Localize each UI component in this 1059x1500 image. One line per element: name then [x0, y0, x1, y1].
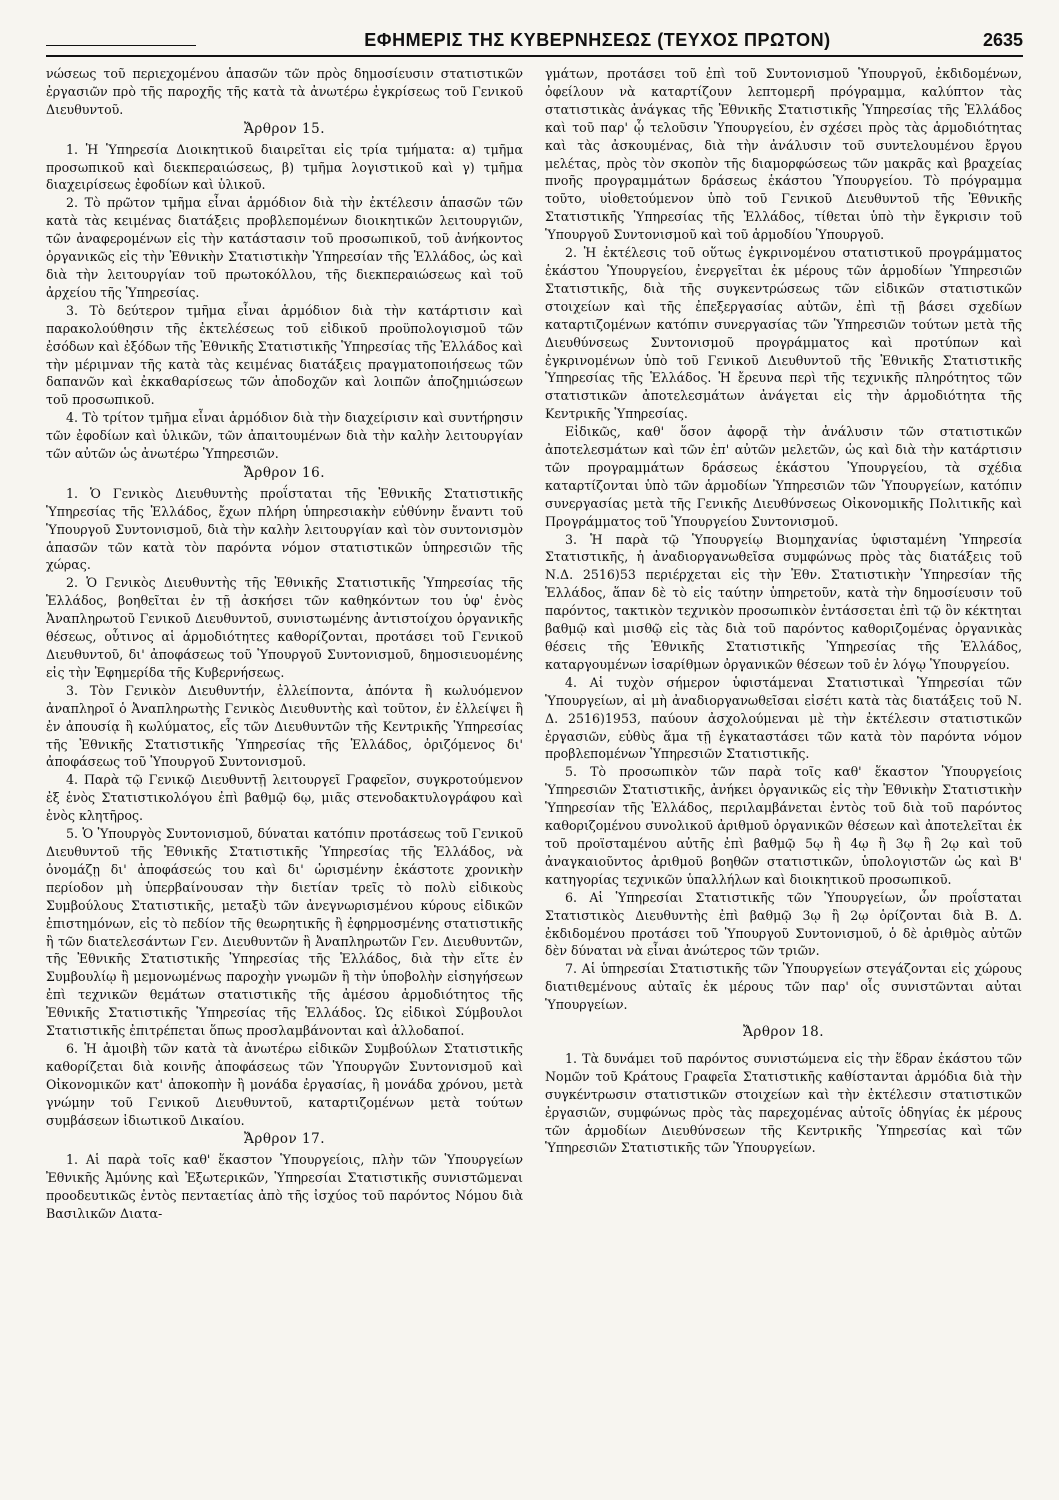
article-heading: Ἄρθρον 15. [243, 120, 325, 137]
right-column [545, 65, 1022, 1223]
paragraph: 3. Τὸν Γενικὸν Διευθυντήν, ἐλλείποντα, ἀπόντα ἢ κωλυόμενον ἀναπληροῖ ὁ Ἀναπληρωτὴς Γενικὸς Διευθυντὴς καὶ τοῦτον, ἐν ἐλλείψει ἢ ἐν ἀπουσίᾳ ἢ κωλύματος, εἷς τῶν Διευθυντῶν τῆς Κεντρικῆς Ὑπηρεσίας τῆς Ἐθνικῆς Στατιστικῆς Ὑπηρεσίας τῆς Ἑλλάδος, ὁριζόμενος δι' ἀποφάσεως τοῦ Ὑπουργοῦ Συντονισμοῦ. [46, 682, 523, 770]
page-number: 2635 [982, 30, 1023, 50]
paragraph: 3. Ἡ παρὰ τῷ Ὑπουργείῳ Βιομηχανίας ὑφισταμένη Ὑπηρεσία Στατιστικῆς, ἡ ἀναδιοργανωθεῖσα συμφώνως πρὸς τὰς διατάξεις τοῦ Ν.Δ. 2516)53 περιέρχεται εἰς τὴν Ἐθν. Στατιστικὴν Ὑπηρεσίαν τῆς Ἑλλάδος, ἅπαν δὲ τὸ εἰς ταύτην ὑπηρετοῦν, κατὰ τὴν δημοσίευσιν τοῦ παρόντος, τακτικὸν τεχνικὸν προσωπικὸν ἐντάσσεται ἐπὶ τῷ ὃν κέκτηται βαθμῷ καὶ μισθῷ εἰς τὰς διὰ τοῦ παρόντος καθοριζομένας ὀργανικὰς θέσεις τῆς Ἐθνικῆς Στατιστικῆς Ὑπηρεσίας τῆς Ἑλλάδος, καταργουμένων ἰσαρίθμων ὀργανικῶν θέσεων τοῦ ἐν λόγῳ Ὑπουργείου. [545, 531, 1022, 672]
article-heading: Ἄρθρον 17. [243, 1131, 325, 1148]
paragraph: 2. Τὸ πρῶτον τμῆμα εἶναι ἁρμόδιον διὰ τὴν ἐκτέλεσιν ἁπασῶν τῶν κατὰ τὰς κειμένας διατάξεις προβλεπομένων διοικητικῶν λειτουργιῶν, τῶν ἀναφερομένων εἰς τὴν κατάστασιν τοῦ προσωπικοῦ, τοῦ ἀνήκοντος ὀργανικῶς εἰς τὴν Ἐθνικὴν Στατιστικὴν Ὑπηρεσίαν τῆς Ἑλλάδος, ὡς καὶ διὰ τὴν λειτουργίαν τοῦ πρωτοκόλλου, τῆς διεκπεραιώσεως καὶ τοῦ ἀρχείου τῆς Ὑπηρεσίας. [46, 195, 523, 300]
paragraph: 4. Αἱ τυχὸν σήμερον ὑφιστάμεναι Στατιστικαὶ Ὑπηρεσίαι τῶν Ὑπουργείων, αἱ μὴ ἀναδιοργανωθεῖσαι εἰσέτι κατὰ τὰς διατάξεις τοῦ Ν. Δ. 2516)1953, παύουν ἀσχολούμεναι μὲ τὴν ἐκτέλεσιν στατιστικῶν ἐργασιῶν, εὐθὺς ἅμα τῇ ἐγκαταστάσει τῶν κατὰ τὸν παρόντα νόμον προβλεπομένων Ὑπηρεσιῶν Στατιστικῆς. [545, 674, 1022, 762]
paragraph: 1. Αἱ παρὰ τοῖς καθ' ἕκαστον Ὑπουργείοις, πλὴν τῶν Ὑπουργείων Ἐθνικῆς Ἀμύνης καὶ Ἐξωτερικῶν, Ὑπηρεσίαι Στατιστικῆς συνιστῶμεναι προοδευτικῶς ἐντὸς πενταετίας ἀπὸ τῆς ἰσχύος τοῦ παρόντος Νόμου διὰ Βασιλικῶν Διατα- [46, 1152, 523, 1222]
paragraph: 5. Ὁ Ὑπουργὸς Συντονισμοῦ, δύναται κατόπιν προτάσεως τοῦ Γενικοῦ Διευθυντοῦ τῆς Ἐθνικῆς Στατιστικῆς Ὑπηρεσίας τῆς Ἑλλάδος, νὰ ὀνομάζῃ δι' ἀποφάσεώς του καὶ δι' ὡρισμένην ἑκάστοτε χρονικὴν περίοδον μὴ ὑπερβαίνουσαν τὴν διετίαν τρεῖς τὸ πολὺ εἰδικοὺς Συμβούλους Στατιστικῆς, μεταξὺ τῶν ἀνεγνωρισμένου κύρους εἰδικῶν ἐπιστημόνων, εἰς τὸ πεδίον τῆς θεωρητικῆς ἢ ἐφηρμοσμένης στατιστικῆς ἢ τῶν διατελεσάντων Γεν. Διευθυντῶν ἢ Ἀναπληρωτῶν Γεν. Διευθυντῶν, τῆς Ἐθνικῆς Στατιστικῆς Ὑπηρεσίας τῆς Ἑλλάδος, διὰ τὴν εἴτε ἐν Συμβουλίῳ ἢ μεμονωμένως παροχὴν γνωμῶν ἢ τὴν ὑποβολὴν εἰσηγήσεων ἐπὶ τεχνικῶν θεμάτων στατιστικῆς τῆς ἀμέσου ἁρμοδιότητος τῆς Ἐθνικῆς Στατιστικῆς Ὑπηρεσίας τῆς Ἑλλάδος. Ὡς εἰδικοὶ Σύμβουλοι Στατιστικῆς ἐπιτρέπεται ὅπως προσλαμβάνονται καὶ ἀλλοδαποί. [46, 826, 523, 1039]
paragraph: 1. Ἡ Ὑπηρεσία Διοικητικοῦ διαιρεῖται εἰς τρία τμήματα: α) τμῆμα προσωπικοῦ καὶ διεκπεραιώσεως, β) τμῆμα λογιστικοῦ καὶ γ) τμῆμα διαχειρίσεως ἐφοδίων καὶ ὑλικοῦ. [46, 141, 523, 193]
paragraph: 1. Τὰ δυνάμει τοῦ παρόντος συνιστώμενα εἰς τὴν ἕδραν ἑκάστου τῶν Νομῶν τοῦ Κράτους Γραφεῖα Στατιστικῆς καθίστανται ἁρμόδια διὰ τὴν συγκέντρωσιν στατιστικῶν στοιχείων καὶ τὴν ἐκτέλεσιν στατιστικῶν ἐργασιῶν, συμφώνως πρὸς τὰς παρεχομένας αὐτοῖς ὁδηγίας ἐκ μέρους τῶν ἁρμοδίων Διευθύνσεων τῆς Κεντρικῆς Ὑπηρεσίας καὶ τῶν Ὑπηρεσιῶν Στατιστικῆς τῶν Ὑπουργείων. [545, 1050, 1022, 1156]
paragraph: 1. Ὁ Γενικὸς Διευθυντὴς προΐσταται τῆς Ἐθνικῆς Στατιστικῆς Ὑπηρεσίας τῆς Ἑλλάδος, ἔχων πλήρη ὑπηρεσιακὴν εὐθύνην ἔναντι τοῦ Ὑπουργοῦ Συντονισμοῦ, διὰ τὴν καλὴν λειτουργίαν καὶ τὸν συντονισμὸν ἁπασῶν τῶν κατὰ τὸν παρόντα νόμον στατιστικῶν ὑπηρεσιῶν τῆς χώρας. [46, 485, 523, 573]
paragraph: 7. Αἱ ὑπηρεσίαι Στατιστικῆς τῶν Ὑπουργείων στεγάζονται εἰς χώρους διατιθεμένους αὐταῖς ἐκ μέρους τῶν παρ' οἷς συνιστῶνται αὐται Ὑπουργείων. [545, 961, 1022, 1013]
paragraph: 6. Αἱ Ὑπηρεσίαι Στατιστικῆς τῶν Ὑπουργείων, ὧν προΐσταται Στατιστικὸς Διευθυντὴς ἐπὶ βαθμῷ 3ῳ ἢ 2ῳ ὁρίζονται διὰ Β. Δ. ἐκδιδομένου προτάσει τοῦ Ὑπουργοῦ Συντονισμοῦ, ὁ δὲ ἀριθμὸς αὐτῶν δὲν δύναται νὰ εἶναι ἀνώτερος τῶν τριῶν. [545, 889, 1022, 959]
paragraph: 2. Ἡ ἐκτέλεσις τοῦ οὕτως ἐγκρινομένου στατιστικοῦ προγράμματος ἑκάστου Ὑπουργείου, ἐνεργεῖται ἐκ μέρους τῶν ἁρμοδίων Ὑπηρεσιῶν Στατιστικῆς, διὰ τῆς συγκεντρώσεως τῶν εἰδικῶν στατιστικῶν στοιχείων καὶ τῆς ἐπεξεργασίας αὐτῶν, ἐπὶ τῇ βάσει σχεδίων καταρτιζομένων κατόπιν συνεργασίας τῶν Ὑπηρεσιῶν τούτων μετὰ τῆς Διευθύνσεως Συντονισμοῦ προγράμματος καὶ προτύπων καὶ ἐγκρινομένων ὑπὸ τοῦ Γενικοῦ Διευθυντοῦ τῆς Ἐθνικῆς Στατιστικῆς Ὑπηρεσίας τῆς Ἑλλάδος. Ἡ ἔρευνα περὶ τῆς τεχνικῆς πληρότητος τῶν στατιστικῶν ἀποτελεσμάτων ἀνάγεται εἰς τὴν ἁρμοδιότητα τῆς Κεντρικῆς Ὑπηρεσίας. [545, 245, 1022, 422]
paragraph: γμάτων, προτάσει τοῦ ἐπὶ τοῦ Συντονισμοῦ Ὑπουργοῦ, ἐκδιδομένων, ὀφείλουν νὰ καταρτίζουν λεπτομερῆ πρόγραμμα, καλύπτον τὰς στατιστικὰς ἀνάγκας τῆς Ἐθνικῆς Στατιστικῆς Ὑπηρεσίας τῆς Ἑλλάδος καὶ τοῦ παρ' ᾧ τελοῦσιν Ὑπουργείου, ἐν σχέσει πρὸς τὰς ἁρμοδιότητας καὶ τὰς ἀσκουμένας, διὰ τὴν ἀνάλυσιν τοῦ συντελουμένου ἔργου μελέτας, πρὸς τὸν σκοπὸν τῆς διαμορφώσεως τῶν μακρᾶς καὶ βραχείας πνοῆς προγραμμάτων δράσεως ἑκάστου Ὑπουργείου. Τὸ πρόγραμμα τοῦτο, υἱοθετούμενον ὑπὸ τοῦ Γενικοῦ Διευθυντοῦ τῆς Ἐθνικῆς Στατιστικῆς Ὑπηρεσίας τῆς Ἑλλάδος, τίθεται ὑπὸ τὴν ἔγκρισιν τοῦ Ὑπουργοῦ Συντονισμοῦ καὶ τοῦ ἁρμοδίου Ὑπουργοῦ. [545, 66, 1022, 243]
header-rule [46, 45, 196, 46]
paragraph: 2. Ὁ Γενικὸς Διευθυντὴς τῆς Ἐθνικῆς Στατιστικῆς Ὑπηρεσίας τῆς Ἑλλάδος, βοηθεῖται ἐν τῇ ἀσκήσει τῶν καθηκόντων του ὑφ' ἑνὸς Ἀναπληρωτοῦ Γενικοῦ Διευθυντοῦ, συνιστωμένης ἀντιστοίχου ὀργανικῆς θέσεως, οὗτινος αἱ ἁρμοδιότητες καθορίζονται, προτάσει τοῦ Γενικοῦ Διευθυντοῦ, δι' ἀποφάσεως τοῦ Ὑπουργοῦ Συντονισμοῦ, δημοσιευομένης εἰς τὴν Ἐφημερίδα τῆς Κυβερνήσεως. [46, 575, 523, 680]
paragraph: 6. Ἡ ἀμοιβὴ τῶν κατὰ τὰ ἀνωτέρω εἰδικῶν Συμβούλων Στατιστικῆς καθορίζεται διὰ κοινῆς ἀποφάσεως τῶν Ὑπουργῶν Συντονισμοῦ καὶ Οἰκονομικῶν κατ' ἀποκοπὴν ἢ μονάδα ἐργασίας, ἢ μονάδα χρόνου, μετὰ γνώμην τοῦ Γενικοῦ Διευθυντοῦ, καταρτιζομένων μετὰ τούτων συμβάσεων ἰδιωτικοῦ Δικαίου. [46, 1040, 523, 1128]
article-heading: Ἄρθρον 18. [742, 1024, 824, 1041]
paragraph: 5. Τὸ προσωπικὸν τῶν παρὰ τοῖς καθ' ἕκαστον Ὑπουργείοις Ὑπηρεσιῶν Στατιστικῆς, ἀνήκει ὀργανικῶς εἰς τὴν Ἐθνικὴν Στατιστικὴν Ὑπηρεσίαν τῆς Ἑλλάδος, περιλαμβάνεται ἐντὸς τοῦ διὰ τοῦ παρόντος καθοριζομένου συνολικοῦ ἀριθμοῦ ὀργανικῶν θέσεων καὶ ἀποτελεῖται ἐκ τοῦ προϊσταμένου αὐτῆς ἐπὶ βαθμῷ 5ῳ ἢ 4ῳ ἢ 3ῳ ἢ 2ῳ καὶ τοῦ ἀναγκαιοῦντος ἀριθμοῦ βοηθῶν στατιστικῶν, ὑπολογιστῶν ὡς καὶ Β' κατηγορίας τεχνικῶν ὑπαλλήλων καὶ διοικητικοῦ προσωπικοῦ. [545, 764, 1022, 887]
left-column [46, 65, 523, 1223]
paragraph: 4. Τὸ τρίτον τμῆμα εἶναι ἁρμόδιον διὰ τὴν διαχείρισιν καὶ συντήρησιν τῶν ἐφοδίων καὶ ὑλικῶν, τῶν ἀπαιτουμένων διὰ τὴν καλὴν λειτουργίαν τῶν αὐτῶν ὡς ἀνωτέρω Ὑπηρεσιῶν. [46, 410, 523, 462]
paragraph: Εἰδικῶς, καθ' ὅσον ἀφορᾷ τὴν ἀνάλυσιν τῶν στατιστικῶν ἀποτελεσμάτων καὶ τῶν ἐπ' αὐτῶν μελετῶν, ὡς καὶ διὰ τὴν κατάρτισιν τῶν προγραμμάτων δράσεως ἑκάστου Ὑπουργείου, τὰ σχέδια καταρτίζονται ὑπὸ τῶν ἁρμοδίων Ὑπηρεσιῶν τῶν Ὑπουργείων, κατόπιν συνεργασίας μετὰ τῆς Γενικῆς Διευθύνσεως Οἰκονομικῆς Πολιτικῆς καὶ Προγράμματος τοῦ Ὑπουργείου Συντονισμοῦ. [545, 424, 1022, 529]
article-heading: Ἄρθρον 16. [243, 464, 325, 481]
paragraph: 4. Παρὰ τῷ Γενικῷ Διευθυντῇ λειτουργεῖ Γραφεῖον, συγκροτούμενον ἐξ ἑνὸς Στατιστικολόγου ἐπὶ βαθμῷ 6ῳ, μιᾶς στενοδακτυλογράφου καὶ ἑνὸς κλητῆρος. [46, 772, 523, 824]
paragraph: 3. Τὸ δεύτερον τμῆμα εἶναι ἁρμόδιον διὰ τὴν κατάρτισιν καὶ παρακολούθησιν τῆς ἐκτελέσεως τοῦ εἰδικοῦ προϋπολογισμοῦ τῶν ἐσόδων καὶ ἐξόδων τῆς Ἐθνικῆς Στατιστικῆς Ὑπηρεσίας τῆς Ἑλλάδος καὶ τὴν μέριμναν τῆς κατὰ τὰς κειμένας διατάξεις πραγματοποιήσεως τῶν δαπανῶν καὶ ἐκκαθαρίσεως τῶν ἀποδοχῶν καὶ λοιπῶν ἀποζημιώσεων τοῦ προσωπικοῦ. [46, 302, 523, 408]
text-columns [46, 65, 1023, 1223]
gazette-title: ΕΦΗΜΕΡΙΣ ΤΗΣ ΚΥΒΕΡΝΗΣΕΩΣ (ΤΕΥΧΟΣ ΠΡΩΤΟΝ) [364, 30, 831, 50]
page-header [46, 30, 1023, 57]
paragraph: νώσεως τοῦ περιεχομένου ἁπασῶν τῶν πρὸς δημοσίευσιν στατιστικῶν ἐργασιῶν πρὸ τῆς παροχῆς τῆς κατὰ τὰ ἀνωτέρω ἐγκρίσεως τοῦ Γενικοῦ Διευθυντοῦ. [46, 66, 523, 117]
